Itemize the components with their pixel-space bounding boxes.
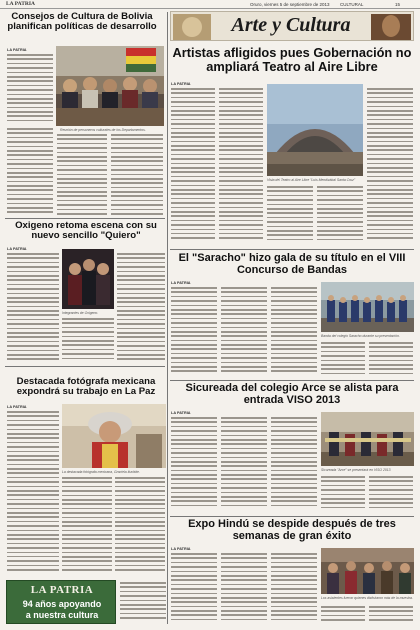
page-header: [0, 0, 420, 9]
expo-headline: Expo Hindú se despide después de tres semanas de gran éxito: [188, 519, 396, 542]
sicureada-photo: [321, 412, 414, 466]
saracho-body-col2: [221, 287, 267, 377]
sicureada-photo-caption: Sicureada "Arce" se presentará en VISO 2013: [321, 468, 391, 472]
promo-box: [6, 580, 116, 624]
artistas-byline: LA PATRIA: [171, 82, 191, 86]
consejos-body-col3: [57, 134, 107, 216]
divider: [170, 380, 414, 381]
consejos-body-col2: [7, 128, 53, 216]
saracho-body-col3: [271, 287, 317, 377]
fotografa-body-tail: [120, 582, 166, 624]
oxigeno-body-col2: [62, 318, 114, 363]
artistas-photo: [267, 84, 363, 176]
expo-body-col3: [271, 553, 317, 625]
divider: [5, 366, 165, 367]
consejos-body-col4: [111, 134, 163, 216]
fotografa-body-col2: [62, 477, 112, 577]
expo-body-col4: [321, 606, 365, 625]
sicureada-body-col4: [321, 476, 365, 513]
newspaper-logo: LA PATRIA: [6, 1, 35, 7]
issue-date: Oruro, viernes 5 de septiembre de 2013: [250, 2, 330, 7]
expo-body-col2: [221, 553, 267, 625]
divider: [170, 249, 414, 250]
sicureada-body-col2: [221, 417, 267, 513]
oxigeno-body-col1: [7, 253, 59, 363]
fotografa-body-col3: [115, 477, 165, 577]
expo-photo: [321, 548, 414, 594]
artistas-body-col4: [317, 186, 363, 246]
saracho-byline: LA PATRIA: [171, 281, 191, 285]
promo-line1: 94 años apoyando: [22, 599, 102, 609]
sicureada-body-col5: [369, 476, 413, 513]
fotografa-headline: Destacada fotógrafa mexicana expondrá su trabajo en La Paz: [16, 377, 156, 398]
sicureada-body-col1: [171, 417, 217, 513]
saracho-headline: El "Saracho" hizo gala de su título en el VIII Concurso de Bandas: [178, 253, 406, 276]
expo-body-col5: [369, 606, 413, 625]
artistas-body-col3: [267, 186, 313, 246]
expo-body-col1: [171, 553, 217, 625]
oxigeno-photo-caption: Integrantes de Oxigeno.: [62, 311, 99, 315]
artistas-headline: Artistas afligidos pues Gobernación no ampliará Teatro al Aire Libre: [172, 46, 412, 74]
sicureada-byline: LA PATRIA: [171, 411, 191, 415]
promo-logo: LA PATRIA: [30, 584, 94, 596]
consejos-photo: [56, 46, 164, 126]
promo-line2: a nuestra cultura: [25, 610, 99, 620]
artistas-photo-caption: Vista del Teatro al Aire Libre "Luis Mendizábal Santa Cruz": [267, 178, 356, 182]
saracho-photo: [321, 282, 414, 332]
saracho-body-col1: [171, 287, 217, 377]
fotografa-body-col1: [7, 411, 59, 577]
saracho-photo-caption: Banda del colegio Saracho durante su presentación.: [321, 334, 400, 338]
sicureada-headline: Sicureada del colegio Arce se alista para entrada VISO 2013: [185, 383, 399, 406]
oxigeno-headline: Oxigeno retoma escena con su nuevo sencillo "Quiero": [15, 221, 157, 242]
divider: [170, 516, 414, 517]
consejos-byline: LA PATRIA: [7, 48, 27, 52]
fotografa-byline: LA PATRIA: [7, 405, 27, 409]
expo-photo-caption: Los asistentes fueron quienes disfrutaron más de la muestra.: [321, 596, 413, 600]
oxigeno-body-col3: [117, 253, 165, 363]
oxigeno-photo: [62, 249, 114, 309]
section-banner: [170, 11, 414, 41]
artistas-body-col1: [171, 88, 215, 246]
column-divider: [167, 12, 168, 624]
oxigeno-byline: LA PATRIA: [7, 247, 27, 251]
consejos-photo-caption: Reunión de personeros culturales de los Departamentos.: [60, 128, 146, 132]
fotografa-photo: [62, 404, 166, 468]
artistas-body-col5: [367, 88, 413, 246]
sicureada-body-col3: [271, 417, 317, 513]
saracho-body-col4: [321, 342, 365, 377]
page-number: 15: [395, 2, 401, 7]
fotografa-photo-caption: La destacada fotógrafa mexicana, Graciela Iturbide.: [62, 470, 140, 474]
consejos-headline: Consejos de Cultura de Bolivia planifican políticas de desarrollo: [7, 12, 157, 33]
section-banner-title: Arte y Cultura: [231, 14, 351, 36]
consejos-body-col1: [7, 54, 53, 124]
artistas-body-col2: [219, 88, 263, 246]
section-name: CULTURAL: [340, 2, 364, 7]
expo-byline: LA PATRIA: [171, 547, 191, 551]
divider: [5, 218, 165, 219]
saracho-body-col5: [369, 342, 413, 377]
